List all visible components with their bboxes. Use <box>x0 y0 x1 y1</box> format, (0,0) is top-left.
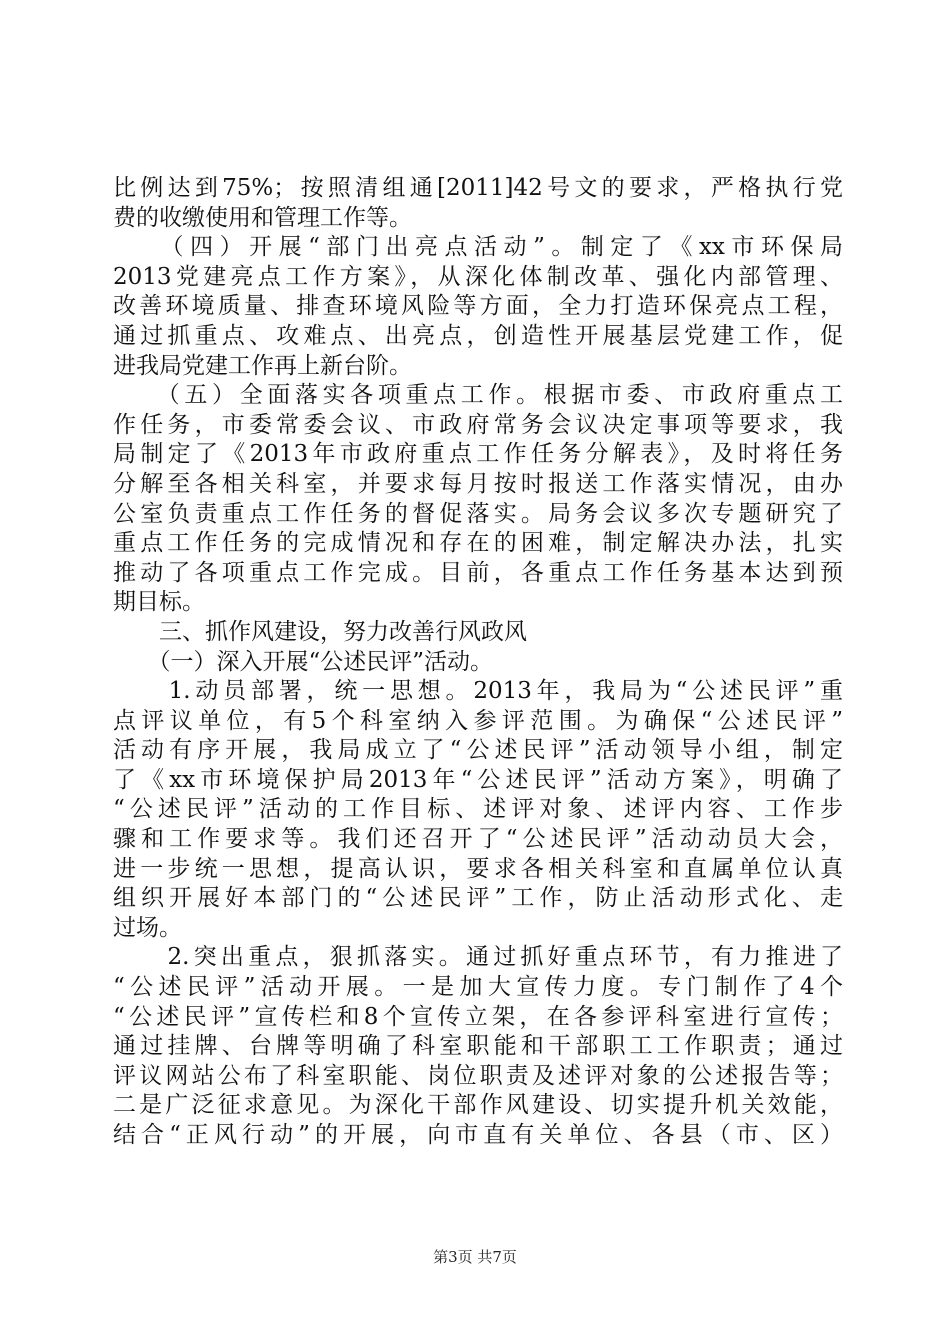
text-line: 分解至各相关科室，并要求每月按时报送工作落实情况，由办 <box>113 470 843 497</box>
text-line: 组织开展好本部门的“公述民评”工作，防止活动形式化、走 <box>113 885 843 912</box>
text-line: 作任务，市委常委会议、市政府常务会议决定事项等要求，我 <box>113 411 843 438</box>
text-line: 过场。 <box>113 914 182 941</box>
text-line: 改善环境质量、排查环境风险等方面，全力打造环保亮点工程， <box>113 293 843 320</box>
text-line: 活动有序开展，我局成立了“公述民评”活动领导小组，制定 <box>113 737 843 764</box>
text-line: 点评议单位，有5个科室纳入参评范围。为确保“公述民评” <box>113 707 843 734</box>
text-line: 进我局党建工作再上新台阶。 <box>113 352 412 379</box>
text-line: 1.动员部署，统一思想。2013年，我局为“公述民评”重 <box>113 678 843 705</box>
text-line: “公述民评”活动的工作目标、述评对象、述评内容、工作步 <box>113 796 843 823</box>
text-line: （五）全面落实各项重点工作。根据市委、市政府重点工 <box>113 382 843 409</box>
text-line: “公述民评”活动开展。一是加大宣传力度。专门制作了4个 <box>113 974 843 1001</box>
text-line: 2.突出重点，狠抓落实。通过抓好重点环节，有力推进了 <box>113 944 843 971</box>
text-line: 进一步统一思想，提高认识，要求各相关科室和直属单位认真 <box>113 855 843 882</box>
text-line: 评议网站公布了科室职能、岗位职责及述评对象的公述报告等； <box>113 1062 843 1089</box>
page-footer: 第3页 共7页 <box>433 1248 517 1266</box>
text-line: （四）开展“部门出亮点活动”。制定了《xx市环保局 <box>113 234 843 261</box>
text-line: 了《xx市环境保护局2013年“公述民评”活动方案》，明确了 <box>113 766 843 793</box>
text-line: 重点工作任务的完成情况和存在的困难，制定解决办法，扎实 <box>113 530 843 557</box>
text-line: 三、抓作风建设，努力改善行风政风 <box>113 618 527 645</box>
text-line: “公述民评”宣传栏和8个宣传立架，在各参评科室进行宣传； <box>113 1003 843 1030</box>
text-line: 期目标。 <box>113 589 205 616</box>
text-line: （一）深入开展“公述民评”活动。 <box>113 648 494 675</box>
text-line: 骤和工作要求等。我们还召开了“公述民评”活动动员大会， <box>113 826 843 853</box>
text-line: 二是广泛征求意见。为深化干部作风建设、切实提升机关效能， <box>113 1092 843 1119</box>
text-line: 2013党建亮点工作方案》，从深化体制改革、强化内部管理、 <box>113 263 843 290</box>
text-line: 比例达到75%；按照清组通[2011]42号文的要求，严格执行党 <box>113 175 843 201</box>
text-line: 费的收缴使用和管理工作等。 <box>113 204 412 231</box>
text-line: 推动了各项重点工作完成。目前，各重点工作任务基本达到预 <box>113 559 843 586</box>
text-line: 通过抓重点、攻难点、出亮点，创造性开展基层党建工作，促 <box>113 322 843 349</box>
text-line: 公室负责重点工作任务的督促落实。局务会议多次专题研究了 <box>113 500 843 527</box>
document-body <box>113 174 843 1151</box>
text-line: 结合“正风行动”的开展，向市直有关单位、各县（市、区） <box>113 1122 843 1148</box>
text-line: 通过挂牌、台牌等明确了科室职能和干部职工工作职责；通过 <box>113 1033 843 1060</box>
text-line: 局制定了《2013年市政府重点工作任务分解表》，及时将任务 <box>113 441 843 468</box>
